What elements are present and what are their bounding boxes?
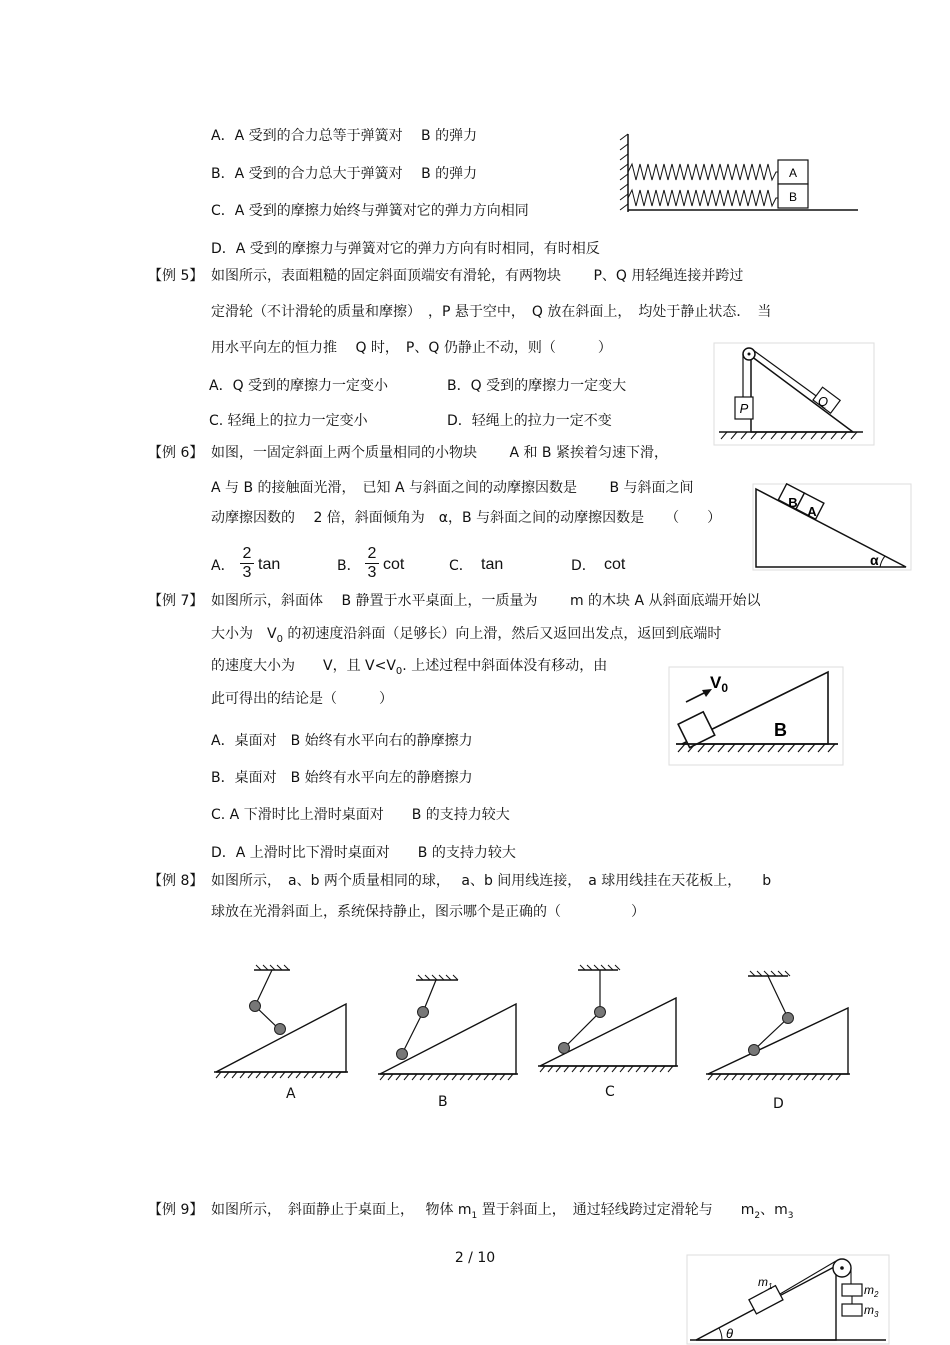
q7-option-a: A．桌面对 B 始终有水平向右的静摩擦力 — [211, 733, 473, 749]
block-b-label: B — [788, 190, 798, 204]
q6-option-a-fraction: $\frac{2}{3}$ — [240, 545, 254, 582]
theta-label: θ — [726, 1326, 734, 1341]
q7-line-2: 大小为 $V_0$ 的初速度沿斜面（足够长）向上滑，然后又返回出发点，返回到底端时 — [211, 626, 722, 645]
q4-option-c: C．A 受到的摩擦力始终与弹簧对它的弹力方向相同 — [211, 203, 529, 219]
choice-a-figure — [210, 962, 352, 1082]
q4-option-b: B．A 受到的合力总大于弹簧对 B 的弹力 — [211, 166, 478, 182]
page-number: 2 / 10 — [454, 1250, 496, 1266]
q6-option-d-fn: cot — [604, 556, 626, 573]
alpha-label: α — [870, 552, 879, 568]
q7-line-3: 的速度大小为 V，且 $V<V_0$. 上述过程中斜面体没有移动，由 — [211, 658, 608, 677]
q6-line-3: 动摩擦因数的 2 倍，斜面倾角为 α，B 与斜面之间的动摩擦因数是 （ ） — [211, 510, 722, 526]
q6-line-2: A 与 B 的接触面光滑， 已知 A 与斜面之间的动摩擦因数是 B 与斜面之间 — [211, 480, 694, 496]
q7-line-1: 如图所示，斜面体 B 静置于水平桌面上，一质量为 m 的木块 A 从斜面底端开始以 — [211, 593, 761, 609]
spring-block-figure — [618, 130, 863, 220]
q6-option-d-letter: D． — [571, 558, 596, 574]
choice-d-label: D — [773, 1096, 784, 1112]
q5-option-d: D．轻绳上的拉力一定不变 — [447, 413, 612, 429]
choice-b-label: B — [438, 1094, 448, 1110]
block-a-label: A — [788, 166, 798, 180]
block-b-label: B — [788, 495, 798, 510]
q6-option-b-fraction: $\frac{2}{3}$ — [365, 545, 379, 582]
choice-b-figure — [374, 972, 522, 1090]
q6-line-1: 如图，一固定斜面上两个质量相同的小物块 A 和 B 紧挨着匀速下滑， — [211, 445, 668, 461]
block-a-label: A — [807, 504, 817, 519]
wedge-b-label: B — [774, 720, 787, 740]
q7-option-c: C. A 下滑时比上滑时桌面对 B 的支持力较大 — [211, 807, 510, 823]
q4-option-a: A．A 受到的合力总等于弹簧对 B 的弹力 — [211, 128, 478, 144]
q9-line-1: 如图所示， 斜面静止于桌面上， 物体 $m_1$ 置于斜面上， 通过轻线跨过定滑轮与 $m_2$、$m_3$ — [211, 1202, 794, 1221]
q5-line-3: 用水平向左的恒力推 Q 时， P、Q 仍静止不动，则（ ） — [211, 340, 612, 356]
v0-label: $V_0$ — [710, 673, 729, 695]
m2-label: $m_2$ — [864, 1283, 879, 1299]
q6-tag: 【例 6】 — [148, 445, 204, 461]
q6-option-a-fn: tan — [258, 556, 281, 573]
q8-line-2: 球放在光滑斜面上，系统保持静止，图示哪个是正确的（ ） — [211, 904, 645, 920]
q5-option-c: C. 轻绳上的拉力一定变小 — [209, 413, 368, 429]
pulley-incline-figure — [713, 342, 875, 446]
q8-tag: 【例 8】 — [148, 873, 204, 889]
q6-option-a-letter: A． — [211, 558, 235, 574]
q5-line-1: 如图所示，表面粗糙的固定斜面顶端安有滑轮，有两物块 P、Q 用轻绳连接并跨过 — [211, 268, 744, 284]
m1-label: $m_1$ — [758, 1275, 773, 1291]
m3-label: $m_3$ — [864, 1303, 879, 1319]
q5-tag: 【例 5】 — [148, 268, 204, 284]
q6-option-c-fn: tan — [481, 556, 504, 573]
choice-d-figure — [702, 968, 852, 1088]
two-block-incline-figure — [752, 483, 912, 571]
q-label: Q — [817, 394, 829, 409]
q7-tag: 【例 7】 — [148, 593, 204, 609]
q5-line-2: 定滑轮（不计滑轮的质量和摩擦） ，P 悬于空中， Q 放在斜面上， 均处于静止状态． 当 — [211, 304, 772, 320]
q8-line-1: 如图所示， a、b 两个质量相同的球， a、b 间用线连接， a 球用线挂在天花板上， b — [211, 873, 772, 889]
q5-option-a: A．Q 受到的摩擦力一定变小 — [209, 378, 389, 394]
q7-line-4: 此可得出的结论是（ ） — [211, 691, 393, 707]
q9-tag: 【例 9】 — [148, 1202, 204, 1218]
choice-c-label: C — [605, 1084, 615, 1100]
q7-option-d: D．A 上滑时比下滑时桌面对 B 的支持力较大 — [211, 845, 516, 861]
q6-option-c-letter: C． — [449, 558, 473, 574]
q6-option-b-letter: B． — [337, 558, 361, 574]
pulley-masses-figure — [686, 1254, 890, 1345]
choice-c-figure — [534, 962, 682, 1080]
q6-option-b-fn: cot — [383, 556, 405, 573]
choice-a-label: A — [286, 1086, 296, 1102]
p-label: P — [739, 401, 749, 416]
sliding-block-figure — [668, 666, 844, 766]
q4-option-d: D．A 受到的摩擦力与弹簧对它的弹力方向有时相同，有时相反 — [211, 241, 600, 257]
q5-option-b: B．Q 受到的摩擦力一定变大 — [447, 378, 627, 394]
q7-option-b: B．桌面对 B 始终有水平向左的静磨擦力 — [211, 770, 473, 786]
